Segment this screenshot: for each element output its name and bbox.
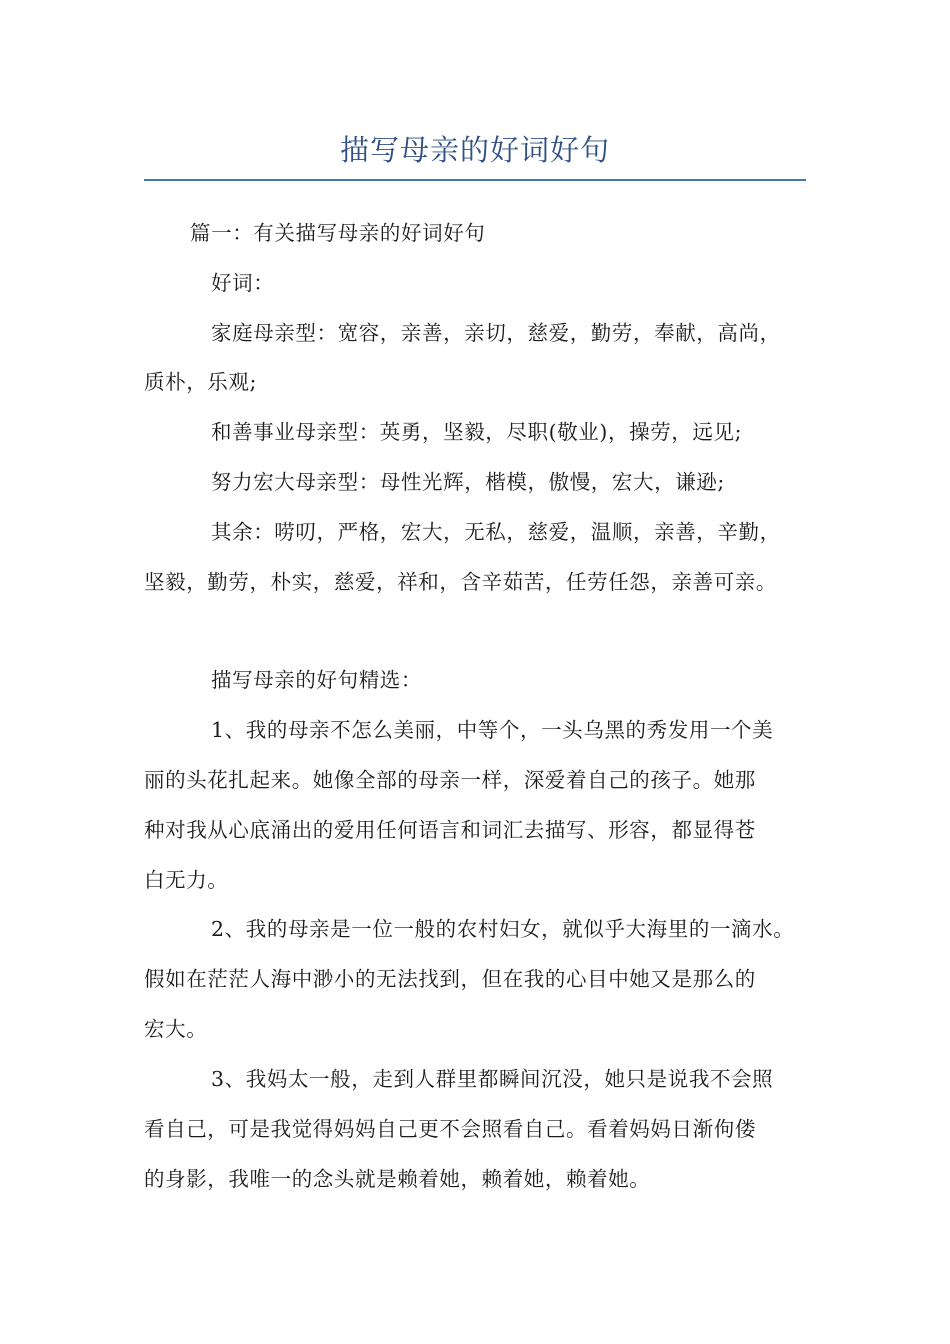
text-line: 其余：唠叨，严格，宏大，无私，慈爱，温顺，亲善，辛勤， xyxy=(211,520,781,544)
section-heading: 篇一：有关描写母亲的好词好句 xyxy=(190,221,486,245)
text-line: 的身影，我唯一的念头就是赖着她，赖着她，赖着她。 xyxy=(144,1167,651,1191)
subheading-good-sentences: 描写母亲的好句精选： xyxy=(211,668,422,692)
text-line: 宏大。 xyxy=(144,1017,208,1041)
text-line: 白无力。 xyxy=(144,868,229,892)
text-line: 3、我妈太一般，走到人群里都瞬间沉没，她只是说我不会照 xyxy=(211,1067,774,1091)
title-underline xyxy=(144,179,806,181)
text-line: 努力宏大母亲型：母性光辉，楷模，傲慢，宏大，谦逊; xyxy=(211,470,725,494)
text-line: 种对我从心底涌出的爱用任何语言和词汇去描写、形容，都显得苍 xyxy=(144,818,756,842)
document-title: 描写母亲的好词好句 xyxy=(339,133,610,167)
text-line: 坚毅，勤劳，朴实，慈爱，祥和，含辛茹苦，任劳任怨，亲善可亲。 xyxy=(144,570,777,594)
text-line: 家庭母亲型：宽容，亲善，亲切，慈爱，勤劳，奉献，高尚， xyxy=(211,321,781,345)
text-line: 质朴，乐观; xyxy=(144,370,258,394)
text-line: 1、我的母亲不怎么美丽，中等个，一头乌黑的秀发用一个美 xyxy=(211,718,774,742)
text-line: 和善事业母亲型：英勇，坚毅，尽职(敬业)，操劳，远见; xyxy=(211,420,743,444)
text-line: 2、我的母亲是一位一般的农村妇女，就似乎大海里的一滴水。 xyxy=(211,917,795,941)
subheading-good-words: 好词： xyxy=(211,271,275,295)
text-line: 看自己，可是我觉得妈妈自己更不会照看自己。看着妈妈日渐佝偻 xyxy=(144,1117,756,1141)
text-line: 丽的头花扎起来。她像全部的母亲一样，深爱着自己的孩子。她那 xyxy=(144,768,756,792)
text-line: 假如在茫茫人海中渺小的无法找到，但在我的心目中她又是那么的 xyxy=(144,967,756,991)
